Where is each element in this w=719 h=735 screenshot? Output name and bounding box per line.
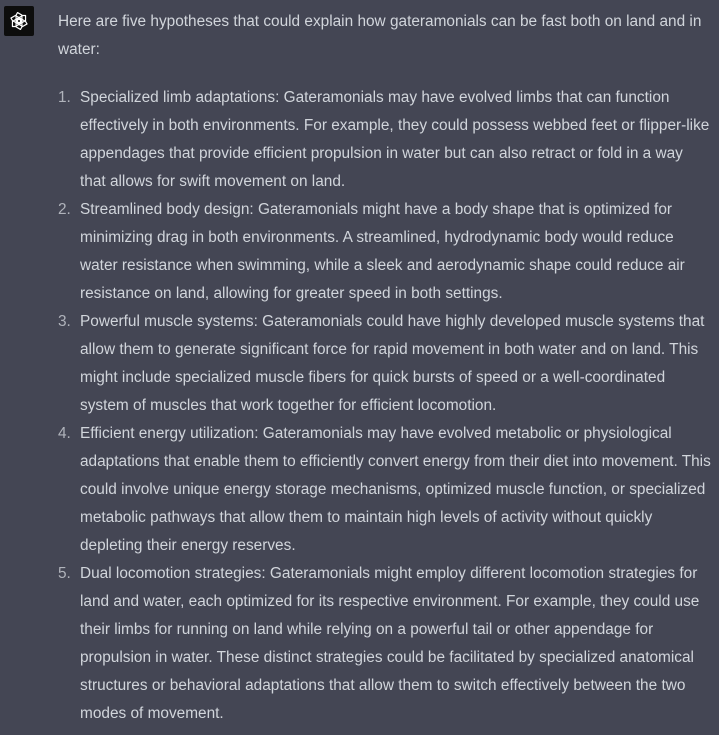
message-intro: Here are five hypotheses that could explain how gateramonials can be fast both on land and in water:	[58, 13, 702, 58]
hypothesis-text: Dual locomotion strategies: Gateramonials might employ different locomotion strategies for land and water, each optimized for its respective environment. For example, they could use their limbs for running on land while relying on a powerful tail or other appendage for propulsion in water. These distinct strategies could be facilitated by specialized anatomical structures or behavioral adaptations that allow them to switch effectively between the two modes of movement.	[80, 565, 700, 722]
hypothesis-text: Streamlined body design: Gateramonials might have a body shape that is optimized for minimizing drag in both environments. A streamlined, hydrodynamic body would reduce water resistance when swimming, while a sleek and aerodynamic shape could reduce air resistance on land, allowing for greater speed in both settings.	[80, 201, 685, 302]
list-number: 2.	[58, 201, 71, 218]
hypothesis-item	[58, 560, 712, 728]
hypothesis-text: Efficient energy utilization: Gateramonials may have evolved metabolic or physiological adaptations that enable them to efficiently convert energy from their diet into movement. This could involve unique energy storage mechanisms, optimized muscle function, or specialized metabolic pathways that allow them to maintain high levels of activity without quickly depleting their energy reserves.	[80, 425, 711, 554]
hypotheses-list	[58, 84, 712, 728]
hypothesis-text: Specialized limb adaptations: Gateramonials may have evolved limbs that can function effectively in both environments. For example, they could possess webbed feet or flipper-like appendages that provide efficient propulsion in water but can also retract or fold in a way that allows for swift movement on land.	[80, 89, 710, 190]
list-number: 1.	[58, 89, 71, 106]
assistant-avatar	[4, 6, 34, 36]
hypothesis-item	[58, 196, 712, 308]
list-number: 4.	[58, 425, 71, 442]
openai-logo-icon	[8, 10, 30, 32]
list-number: 3.	[58, 313, 71, 330]
list-number: 5.	[58, 565, 71, 582]
hypothesis-text: Powerful muscle systems: Gateramonials could have highly developed muscle systems that allow them to generate significant force for rapid movement in both water and on land. This might include specialized muscle fibers for quick bursts of speed or a well-coordinated system of muscles that work together for efficient locomotion.	[80, 313, 705, 414]
message-content	[58, 8, 712, 728]
hypothesis-item	[58, 420, 712, 560]
hypothesis-item	[58, 84, 712, 196]
hypothesis-item	[58, 308, 712, 420]
